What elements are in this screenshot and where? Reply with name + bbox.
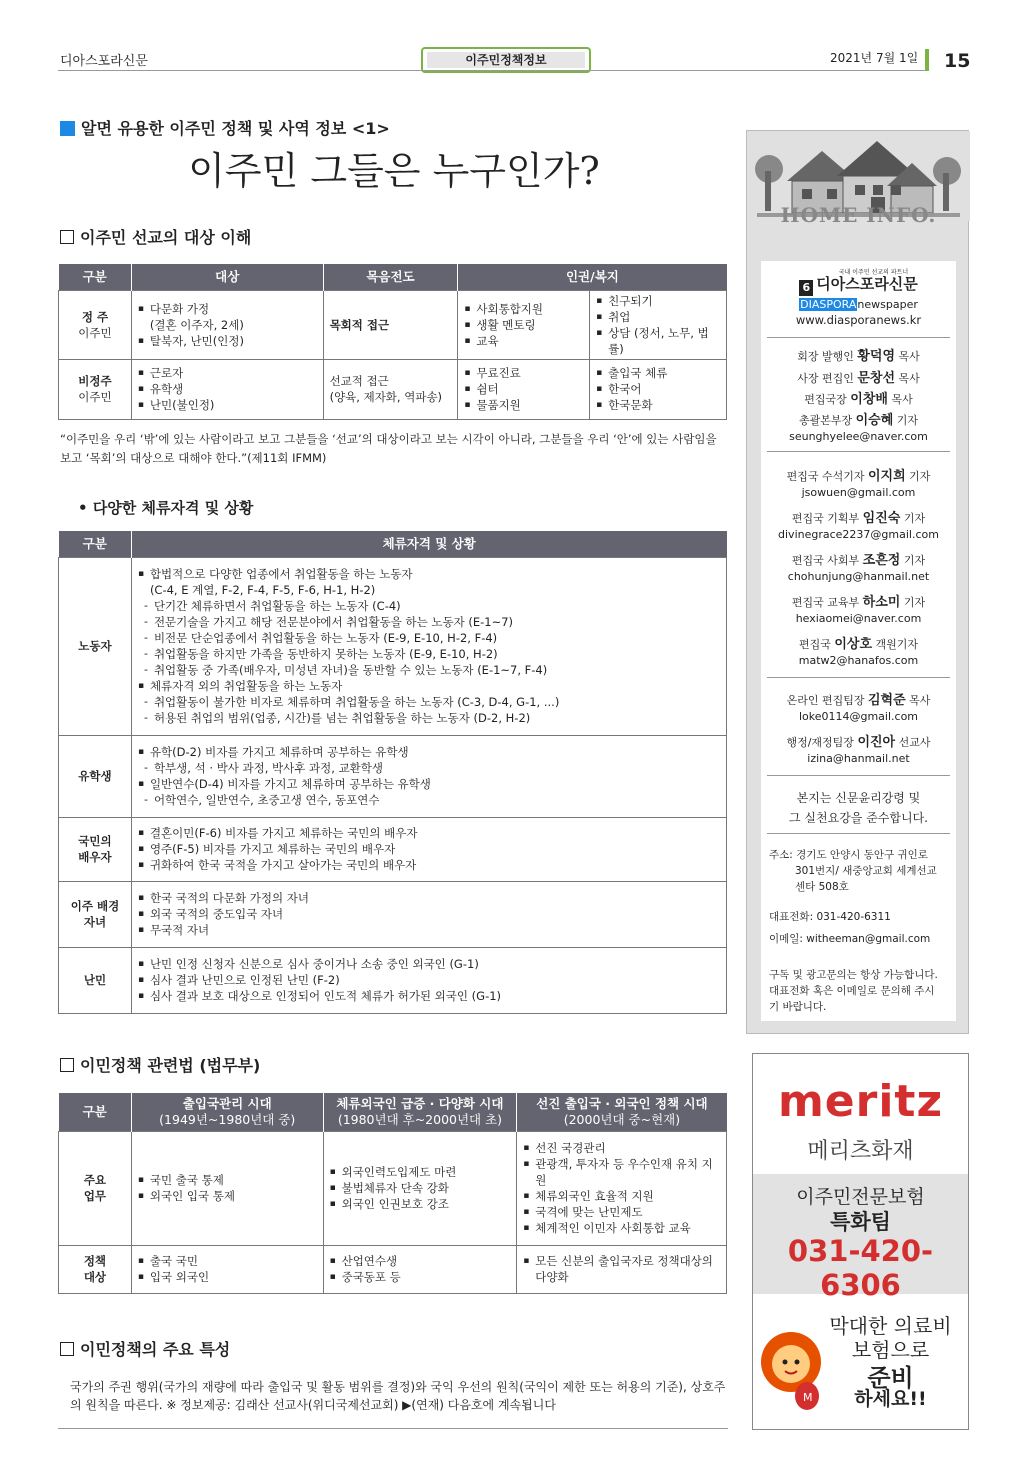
series-text: 알면 유용한 이주민 정책 및 사역 정보 <1> [81,119,390,138]
cell-evangelism: 선교적 접근 (양육, 제자화, 역파송) [323,359,458,419]
cell-targets: ▪ 근로자 ▪ 유학생 ▪ 난민(불인정) [131,359,323,419]
section-tab-label: 이주민정책정보 [427,52,585,68]
subscription-notice: 기 바랍니다. [769,1001,827,1013]
row-label: 국민의 배우자 [59,817,132,881]
table-header: 선진 출입국 · 외국인 정책 시대 (2000년대 중~현재) [517,1093,727,1131]
subscription-notice: 구독 및 광고문의는 항상 가능합니다. [769,969,938,981]
staff-line: 회장 발행인 황덕영 목사 [797,349,920,364]
section-heading-text: 다양한 체류자격 및 상황 [92,499,254,517]
detail-line: (C-4, E 계열, F-2, F-4, F-5, F-6, H-1, H-2) [149,583,376,597]
staff-email[interactable]: seunghyelee@naver.com [789,430,928,443]
phone: 대표전화: 031-420-6311 [769,911,891,923]
row-label: 주요 업무 [59,1131,132,1245]
table-header: 출입국관리 시대 (1949년~1980년대 중) [131,1093,323,1131]
table-header: 구분 [59,264,132,290]
masthead-sidebar [746,130,969,1034]
cell-evangelism: 목회적 접근 [323,290,458,359]
detail-line: - 허용된 취업의 범위(업종, 시간)를 넘는 취업활동을 하는 노동자 (D-2, H-2) [138,710,720,726]
closing-note: 국가의 주권 행위(국가의 재량에 따라 출입국 및 활동 범위를 결정)와 국익 우선의 원칙(국익이 제한 또는 허용의 기준), 상호주의 원칙을 따른다. ※ 정보제공: 김래산 선교사(위디국제선교회) ▶(연재) 다음호에 계속됩니다 [70,1380,726,1412]
section-heading-text: 이주민 선교의 대상 이해 [80,228,252,247]
detail-line: ▪ 일반연수(D-4) 비자를 가지고 체류하며 공부하는 유학생 [138,776,720,792]
detail-line: - 어학연수, 일반연수, 초중고생 연수, 동포연수 [138,792,720,808]
reporter-line: 편집국 이상호 객원기자 [798,637,919,652]
detail-line: ▪ 한국 국적의 다문화 가정의 자녀 [138,890,720,906]
staff-line: 총괄본부장 이승혜 기자 [798,413,919,428]
detail-line: ▪ 결혼이민(F-6) 비자를 가지고 체류하는 국민의 배우자 [138,825,720,841]
ad-phone: 031-420-6306 [787,1234,934,1302]
table-header: 인권/복지 [458,264,727,290]
ad-tagline: 특화팀 [830,1210,891,1234]
detail-line: ▪ 무국적 자녀 [138,922,720,938]
reporter-email[interactable]: hexiaomei@naver.com [795,612,922,625]
section-heading-3 [60,1053,260,1076]
cell-residence-detail [131,817,726,881]
site-url[interactable]: www.diasporanews.kr [795,313,922,327]
detail-line: - 학부생, 석 · 박사 과정, 박사후 과정, 교환학생 [138,760,720,776]
table-header: 구분 [59,1093,132,1131]
detail-line: ▪ 귀화하여 한국 국적을 가지고 살아가는 국민의 배우자 [138,857,720,873]
issue-date: 2021년 7월 1일 [830,51,919,65]
subscription-notice: 대표전화 혹은 이메일로 문의해 주시 [769,985,935,997]
series-heading [60,116,390,139]
square-bullet-icon [60,121,75,136]
table-row [59,1131,727,1245]
masthead-panel: 국내 이주민 선교의 파트너 6 디아스포라신문 DIASPORAnewspaper www.diasporanews.kr 회장 발행인 황덕영 목사 사장 편집인 문창선 목사 편집국장 이창배 목사 총괄본부장 이승혜 기자 seunghyelee@naver.com 편집국 수석기자 이지희 기자 jsowuen@gmail.com 편집국 기획부 임진숙 기자 divinegrace2237@gmail.com 편집국 사회부 조흔정 기자 chohunjung@hanmail.net 편집국 교육부 하소미 기자 hexiaomei@naver.com 편집국 이상호 객원기자 matw2@hanafos.com 온라인 편집팀장 김혁준 목사 loke0114@gmail.com 행정/재정팀장 이진아 선교사 izina@hanmail.net 본지는 신문윤리강령 및 그 실천요강을 준수합니다. 주소: 경기도 안양시 동안구 귀인로 301번지/ 새중앙교회 세계선교 센타 508호 대표전화: 031-420-6311 이메일: witheeman@gmail.com 구독 및 광고문의는 항상 가능합니다. 대표전화 혹은 이메일로 문의해 주시 기 바랍니다. [761,261,956,1021]
detail-line: ▪ 심사 결과 보호 대상으로 인정되어 인도적 체류가 허가된 외국인 (G-1) [138,988,720,1004]
header-accent-bar [925,49,929,71]
detail-line: - 단기간 체류하면서 취업활동을 하는 노동자 (C-4) [138,598,720,614]
ad-message: 준비 [867,1364,914,1392]
page-number: 15 [944,50,971,72]
manager-email[interactable]: loke0114@gmail.com [798,710,919,723]
cell-residence-detail [131,881,726,947]
table-header: 체류외국인 급증 · 다양화 시대 (1980년대 후~2000년대 초) [323,1093,517,1131]
row-label: 유학생 [59,735,132,817]
contact-email[interactable]: 이메일: witheeman@gmail.com [769,933,931,945]
detail-line: ▪ 영주(F-5) 비자를 가지고 체류하는 국민의 배우자 [138,841,720,857]
checkbox-square-icon [60,1058,74,1072]
cell-era-3: ▪ 모든 신분의 출입국자로 정책대상의 다양화 [517,1245,727,1293]
ad-message: 하세요!! [854,1388,927,1410]
ad-tagline: 이주민전문보험 [796,1186,925,1208]
table-header: 체류자격 및 상황 [131,531,726,557]
staff-line: 사장 편집인 문창선 목사 [797,371,920,386]
cell-welfare: ▪ 출입국 체류 ▪ 한국어 ▪ 한국문화 [590,359,727,419]
reporter-email[interactable]: chohunjung@hanmail.net [787,570,930,583]
row-label: 이주 배경 자녀 [59,881,132,947]
table-header: 대상 [131,264,323,290]
table-row [59,817,727,881]
meritz-ad[interactable] [752,1053,969,1430]
row-label: 난민 [59,947,132,1013]
manager-email[interactable]: izina@hanmail.net [807,752,910,765]
cell-era-1: ▪ 국민 출국 통제 ▪ 외국인 입국 통제 [131,1131,323,1245]
detail-line: ▪ 심사 결과 난민으로 인정된 난민 (F-2) [138,972,720,988]
newspaper-name: 디아스포라신문 [60,54,148,69]
cell-residence-detail [131,735,726,817]
row-label: 정 주 이주민 [59,290,132,359]
cell-era-3: ▪ 선진 국경관리 ▪ 관광객, 투자자 등 우수인재 유치 지원 ▪ 체류외국인 효율적 지원 ▪ 국격에 맞는 난민제도 ▪ 체계적인 이민자 사회통합 교육 [517,1131,727,1245]
ad-brand-korean: 메리츠화재 [807,1139,914,1164]
table-row [59,557,727,735]
row-label: 비정주 이주민 [59,359,132,419]
ethics-statement: 본지는 신문윤리강령 및 [796,791,921,805]
detail-line: ▪ 외국 국적의 중도입국 자녀 [138,906,720,922]
detail-line: - 전문기술을 가지고 해당 전문분야에서 취업활동을 하는 노동자 (E-1~7) [138,614,720,630]
section-heading-2: • 다양한 체류자격 및 상황 [78,499,254,517]
detail-line: ▪ 유학(D-2) 비자를 가지고 체류하며 공부하는 유학생 [138,744,720,760]
table-row [59,947,727,1013]
masthead-logo: 6 디아스포라신문 [761,275,956,296]
row-label: 노동자 [59,557,132,735]
bottom-rule [58,1428,728,1429]
table-row [59,1245,727,1293]
home-info-title: HOME INFO. [780,203,937,227]
table-header: 구분 [59,531,132,557]
row-label: 정책 대상 [59,1245,132,1293]
cell-era-1: ▪ 출국 국민 ▪ 입국 외국인 [131,1245,323,1293]
checkbox-square-icon [60,1342,74,1356]
detail-line: - 취업활동이 불가한 비자로 체류하며 취업활동을 하는 노동자 (C-3, D-4, G-1, ...) [138,694,720,710]
policy-table [58,1093,727,1294]
staff-line: 편집국장 이창배 목사 [804,392,913,407]
detail-line: - 취업활동을 하지만 가족을 동반하지 못하는 노동자 (E-9, E-10, H-2) [138,646,720,662]
section-heading-1 [60,225,251,248]
reporter-line: 편집국 사회부 조흔정 기자 [791,553,926,568]
table-row [59,290,727,359]
section-heading-text: 이민정책의 주요 특성 [80,1340,231,1359]
svg-text:M: M [803,1391,813,1404]
manager-line: 행정/재정팀장 이진아 선교사 [786,735,931,750]
checkbox-square-icon [60,230,74,244]
reporter-email[interactable]: matw2@hanafos.com [798,654,919,667]
ethics-statement: 그 실천요강을 준수합니다. [789,811,928,825]
cell-targets: ▪ 다문화 가정 (결혼 이주자, 2세) ▪ 탈북자, 난민(인정) [131,290,323,359]
reporter-email[interactable]: jsowuen@gmail.com [801,486,916,499]
article-title: 이주민 그들은 누구인가? [188,149,600,193]
residence-table [58,531,727,1014]
detail-line: ▪ 합법적으로 다양한 업종에서 취업활동을 하는 노동자 [138,566,720,582]
reporter-line: 편집국 교육부 하소미 기자 [791,595,926,610]
reporter-line: 편집국 수석기자 이지희 기자 [786,469,931,484]
address: 301번지/ 새중앙교회 세계선교 [795,865,937,877]
reporter-line: 편집국 기획부 임진숙 기자 [791,511,926,526]
detail-line: - 비전문 단순업종에서 취업활동을 하는 노동자 (E-9, E-10, H-2, F-4) [138,630,720,646]
cell-era-2: ▪ 외국인력도입제도 마련 ▪ 불법체류자 단속 강화 ▪ 외국인 인권보호 강조 [323,1131,517,1245]
header-rule [58,70,926,71]
section-heading-4 [60,1337,230,1360]
ad-brand: meritz [777,1076,944,1127]
section-heading-text: 이민정책 관련법 (법무부) [80,1056,261,1075]
address: 주소: 경기도 안양시 동안구 귀인로 [769,849,928,861]
ad-message: 보험으로 [851,1338,930,1362]
detail-line: ▪ 체류자격 외의 취업활동을 하는 노동자 [138,678,720,694]
reporter-email[interactable]: divinegrace2237@gmail.com [778,528,939,541]
cell-welfare: ▪ 사회통합지원 ▪ 생활 멘토링 ▪ 교육 [458,290,590,359]
cell-residence-detail [131,557,726,735]
address: 센타 508호 [795,881,849,893]
cell-welfare: ▪ 무료진료 ▪ 쉼터 ▪ 물품지원 [458,359,590,419]
detail-line: - 취업활동 중 가족(배우자, 미성년 자녀)을 동반할 수 있는 노동자 (E-1~7, F-4) [138,662,720,678]
table-row [59,735,727,817]
logo-mark-icon: 6 [799,280,813,296]
target-table [58,264,727,420]
table-row [59,359,727,419]
quote-text: “이주민을 우리 ‘밖’에 있는 사람이라고 보고 그분들을 ‘선교’의 대상이라고 보는 시각이 아니라, 그분들을 우리 ‘안’에 있는 사람임을 보고 ‘목회’의 대상으로 대해야 한다.”(제11회 IFMM) [60,432,717,465]
table-row [59,881,727,947]
detail-line: ▪ 난민 인정 신청자 신분으로 심사 중이거나 소송 중인 외국인 (G-1) [138,956,720,972]
cell-welfare: ▪ 친구되기 ▪ 취업 ▪ 상담 (정서, 노무, 법률) [590,290,727,359]
cell-era-2: ▪ 산업연수생 ▪ 중국동포 등 [323,1245,517,1293]
manager-line: 온라인 편집팀장 김혁준 목사 [786,693,931,708]
table-header: 목음전도 [323,264,458,290]
cell-residence-detail [131,947,726,1013]
ad-message: 막대한 의료비 [829,1314,952,1338]
